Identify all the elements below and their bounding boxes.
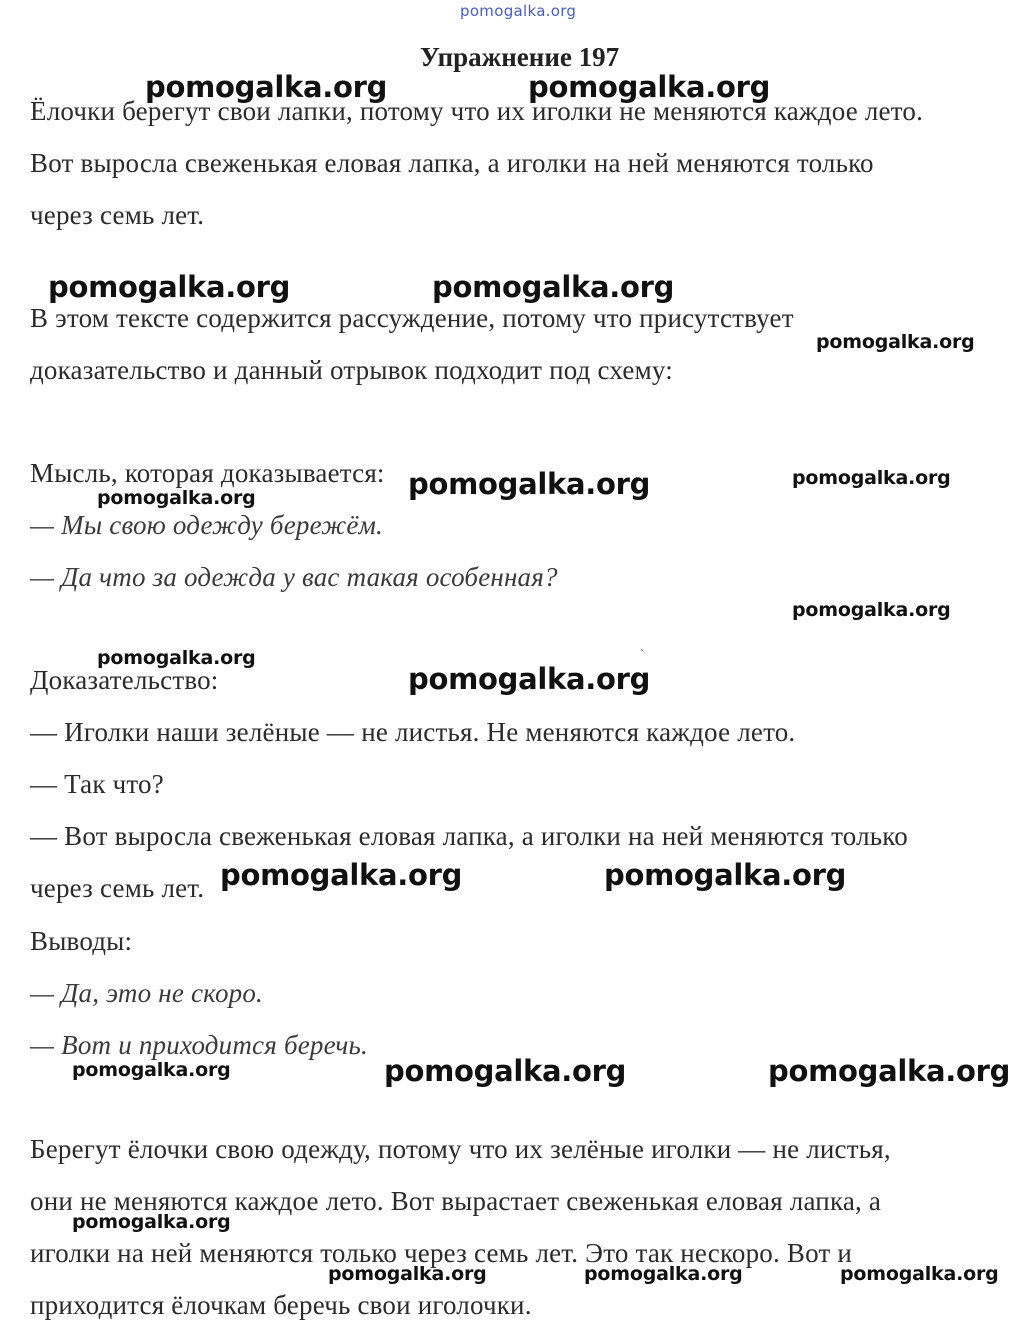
watermark: pomogalka.org	[768, 1054, 1011, 1088]
proof-line-3: — Вот выросла свеженькая еловая лапка, а иголки на ней меняются только	[30, 821, 908, 851]
thesis-dialogue-2: — Да что за одежда у вас такая особенная?	[30, 562, 558, 592]
watermark: pomogalka.org	[145, 70, 388, 104]
watermark: pomogalka.org	[792, 599, 951, 621]
watermark: pomogalka.org	[840, 1263, 999, 1285]
analysis-line-1: В этом тексте содержится рассуждение, потому что присутствует	[30, 303, 794, 333]
summary-line-3: иголки на ней меняются только через семь лет. Это так нескоро. Вот и	[30, 1238, 853, 1268]
conclusions-dialogue-2: — Вот и приходится беречь.	[30, 1030, 368, 1060]
watermark: pomogalka.org	[604, 858, 847, 892]
watermark: pomogalka.org	[72, 1211, 231, 1233]
site-watermark-top[interactable]: pomogalka.org	[460, 2, 577, 20]
watermark: pomogalka.org	[328, 1263, 487, 1285]
watermark: pomogalka.org	[432, 270, 675, 304]
summary-line-1: Берегут ёлочки свою одежду, потому что их зелёные иголки — не листья,	[30, 1134, 891, 1164]
intro-line-2: Вот выросла свеженькая еловая лапка, а иголки на ней меняются только	[30, 148, 874, 178]
intro-line-1: Ёлочки берегут свои лапки, потому что их иголки не меняются каждое лето.	[30, 96, 924, 126]
summary-line-4: приходится ёлочкам беречь свои иголочки.	[30, 1290, 532, 1320]
watermark: pomogalka.org	[48, 270, 291, 304]
watermark: pomogalka.org	[72, 1059, 231, 1081]
proof-heading: Доказательство:	[30, 665, 219, 695]
thesis-dialogue-1: — Мы свою одежду бережём.	[30, 510, 383, 540]
stray-mark: `	[640, 648, 645, 663]
watermark: pomogalka.org	[97, 647, 256, 669]
proof-line-4: через семь лет.	[30, 873, 205, 903]
watermark: pomogalka.org	[408, 662, 651, 696]
conclusions-dialogue-1: — Да, это не скоро.	[30, 978, 263, 1008]
watermark: pomogalka.org	[584, 1263, 743, 1285]
watermark: pomogalka.org	[408, 467, 651, 501]
proof-line-2: — Так что?	[30, 769, 164, 799]
watermark: pomogalka.org	[97, 487, 256, 509]
watermark: pomogalka.org	[220, 858, 463, 892]
thesis-heading: Мысль, которая доказывается:	[30, 458, 385, 488]
summary-line-2: они не меняются каждое лето. Вот вырастает свеженькая еловая лапка, а	[30, 1186, 882, 1216]
watermark: pomogalka.org	[792, 467, 951, 489]
intro-line-3: через семь лет.	[30, 200, 205, 230]
watermark: pomogalka.org	[816, 331, 975, 353]
watermark: pomogalka.org	[384, 1054, 627, 1088]
exercise-title: Упражнение 197	[420, 42, 620, 72]
watermark: pomogalka.org	[528, 70, 771, 104]
conclusions-heading: Выводы:	[30, 926, 133, 956]
proof-line-1: — Иголки наши зелёные –– не листья. Не меняются каждое лето.	[30, 717, 796, 747]
analysis-line-2: доказательство и данный отрывок подходит под схему:	[30, 355, 673, 385]
